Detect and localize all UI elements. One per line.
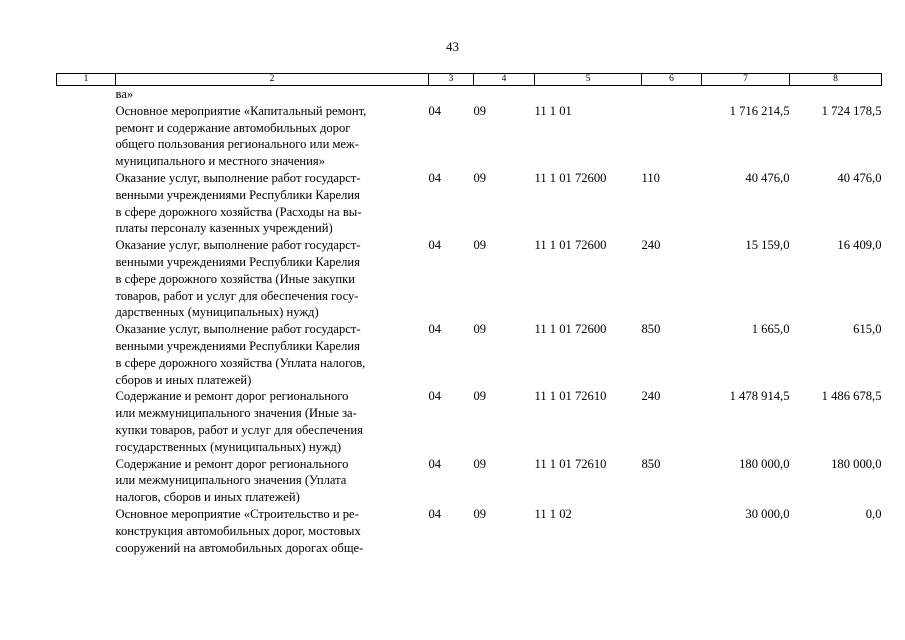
column-header-4: 4 (474, 74, 535, 86)
item-name-line: Оказание услуг, выполнение работ государст- (115, 170, 361, 185)
column-header-8: 8 (790, 74, 882, 86)
item-name-line: сооружений на автомобильных дорогах обще- (115, 540, 364, 555)
column-header-2: 2 (116, 74, 429, 86)
item-name-cell (116, 103, 429, 170)
row-number-cell (57, 237, 116, 321)
section-code-cell: 04 (428, 389, 442, 404)
item-name-cell (116, 456, 429, 506)
subsection-code-cell: 09 (473, 456, 487, 471)
table-row (57, 506, 882, 556)
item-name-line: венными учреждениями Республики Карелия (115, 254, 360, 269)
row-number-cell (57, 506, 116, 556)
item-name-line: налогов, сборов и иных платежей) (115, 490, 300, 505)
item-name-line: муниципального и местного значения» (115, 154, 326, 169)
item-name-line: общего пользования регионального или меж- (115, 137, 359, 152)
table-row (57, 456, 882, 506)
subsection-code-cell: 09 (473, 238, 487, 253)
target-article-cell: 11 1 01 72600 (534, 238, 607, 253)
target-article-cell: 11 1 01 72600 (534, 322, 607, 337)
expense-type-cell: 850 (641, 456, 661, 471)
budget-table (56, 73, 882, 556)
amount-year-2-cell: 40 476,0 (837, 170, 882, 185)
table-row (57, 86, 882, 103)
amount-year-2-cell: 615,0 (853, 322, 882, 337)
item-name-line: в сфере дорожного хозяйства (Иные закупки (115, 271, 356, 286)
row-number-cell (57, 456, 116, 506)
amount-year-1-cell: 40 476,0 (745, 170, 790, 185)
table-row (57, 321, 882, 388)
row-number-cell (57, 388, 116, 455)
page-number: 43 (446, 39, 459, 54)
item-name-line: конструкция автомобильных дорог, мостовых (115, 523, 361, 538)
item-name-line: купки товаров, работ и услуг для обеспечения (115, 422, 363, 437)
item-name-cell (116, 506, 429, 556)
section-code-cell: 04 (428, 238, 442, 253)
subsection-code-cell: 09 (473, 389, 487, 404)
column-number-header-row (57, 74, 882, 86)
column-header-6: 6 (642, 74, 702, 86)
item-name-line: товаров, работ и услуг для обеспечения госу- (115, 288, 359, 303)
expense-type-cell (642, 506, 702, 556)
item-name-line: Основное мероприятие «Капитальный ремонт, (115, 103, 367, 118)
column-header-7: 7 (702, 74, 790, 86)
item-name-line: или межмуниципального значения (Иные за- (115, 406, 357, 421)
item-name-line: в сфере дорожного хозяйства (Уплата налогов, (115, 355, 366, 370)
amount-year-1-cell: 15 159,0 (745, 238, 790, 253)
item-name-line: Содержание и ремонт дорог регионального (115, 456, 349, 471)
target-article-cell: 11 1 01 72610 (534, 456, 607, 471)
amount-year-1-cell (702, 86, 790, 103)
table-row (57, 170, 882, 237)
item-name-cell (116, 170, 429, 237)
subsection-code-cell: 09 (473, 506, 487, 521)
section-code-cell: 04 (428, 170, 442, 185)
table-row (57, 103, 882, 170)
item-name-line: венными учреждениями Республики Карелия (115, 187, 360, 202)
item-name-cell (116, 321, 429, 388)
amount-year-2-cell: 1 486 678,5 (821, 389, 882, 404)
section-code-cell: 04 (428, 456, 442, 471)
expense-type-cell (642, 86, 702, 103)
amount-year-1-cell: 180 000,0 (739, 456, 790, 471)
subsection-code-cell (474, 86, 535, 103)
target-article-cell: 11 1 01 72610 (534, 389, 607, 404)
table-row (57, 388, 882, 455)
amount-year-2-cell: 16 409,0 (837, 238, 882, 253)
item-name-line: ва» (115, 87, 134, 101)
subsection-code-cell: 09 (473, 170, 487, 185)
target-article-cell (535, 86, 642, 103)
section-code-cell: 04 (428, 506, 442, 521)
item-name-line: платы персоналу казенных учреждений) (115, 221, 333, 236)
amount-year-1-cell: 1 665,0 (751, 322, 790, 337)
item-name-line: или межмуниципального значения (Уплата (115, 473, 347, 488)
expense-type-cell: 240 (641, 389, 661, 404)
section-code-cell: 04 (428, 103, 442, 118)
row-number-cell (57, 321, 116, 388)
column-header-3: 3 (429, 74, 474, 86)
amount-year-2-cell (790, 86, 882, 103)
table-row (57, 237, 882, 321)
amount-year-2-cell: 180 000,0 (831, 456, 882, 471)
target-article-cell: 11 1 01 72600 (534, 170, 607, 185)
item-name-line: венными учреждениями Республики Карелия (115, 338, 360, 353)
subsection-code-cell: 09 (473, 103, 487, 118)
item-name-line: в сфере дорожного хозяйства (Расходы на вы- (115, 204, 362, 219)
item-name-line: Основное мероприятие «Строительство и ре- (115, 506, 359, 521)
item-name-line: сборов и иных платежей) (115, 372, 252, 387)
item-name-cell (116, 86, 429, 103)
expense-type-cell: 110 (641, 170, 660, 185)
amount-year-1-cell: 1 716 214,5 (729, 103, 790, 118)
expense-type-cell: 240 (641, 238, 661, 253)
item-name-line: дарственных (муниципальных) нужд) (115, 305, 319, 320)
row-number-cell (57, 103, 116, 170)
row-number-cell (57, 170, 116, 237)
expense-type-cell: 850 (641, 322, 661, 337)
amount-year-1-cell: 1 478 914,5 (729, 389, 790, 404)
column-header-1: 1 (57, 74, 116, 86)
section-code-cell: 04 (428, 322, 442, 337)
expense-type-cell (642, 103, 702, 170)
table-body (57, 86, 882, 557)
amount-year-2-cell: 0,0 (865, 506, 882, 521)
target-article-cell: 11 1 01 (534, 103, 572, 118)
item-name-cell (116, 388, 429, 455)
target-article-cell: 11 1 02 (534, 506, 572, 521)
item-name-line: Оказание услуг, выполнение работ государст- (115, 322, 361, 337)
item-name-line: государственных (муниципальных) нужд) (115, 439, 342, 454)
amount-year-1-cell: 30 000,0 (745, 506, 790, 521)
item-name-line: Оказание услуг, выполнение работ государст- (115, 238, 361, 253)
subsection-code-cell: 09 (473, 322, 487, 337)
item-name-cell (116, 237, 429, 321)
amount-year-2-cell: 1 724 178,5 (821, 103, 882, 118)
item-name-line: ремонт и содержание автомобильных дорог (115, 120, 351, 135)
item-name-line: Содержание и ремонт дорог регионального (115, 389, 349, 404)
section-code-cell (429, 86, 474, 103)
row-number-cell (57, 86, 116, 103)
column-header-5: 5 (535, 74, 642, 86)
